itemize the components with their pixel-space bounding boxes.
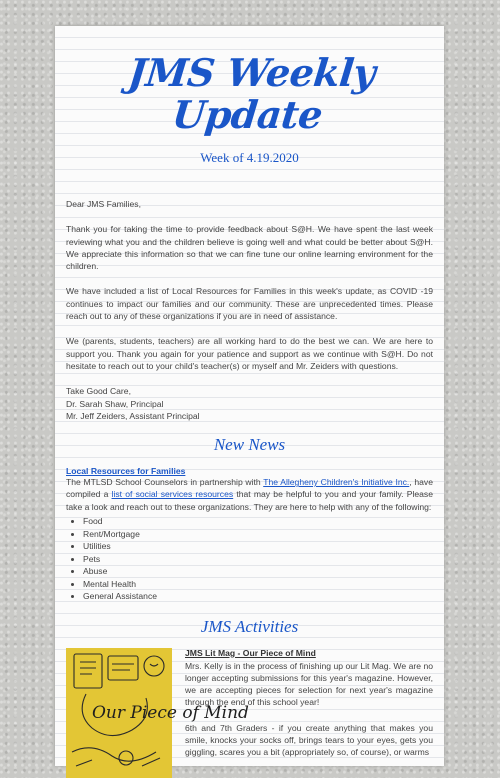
closing: Take Good Care,	[66, 386, 131, 397]
resources-text-c: that may be helpful to you and your family. Please take a look and reach out to these organizations. They are here to help with any of the following:	[66, 489, 433, 512]
resources-text-b: , have compiled a	[66, 477, 433, 500]
new-news-heading: New News	[213, 435, 286, 455]
activities-heading: JMS Activities	[200, 616, 299, 636]
newsletter-title: JMS Weekly Update	[126, 50, 378, 137]
lit-mag-title: JMS Lit Mag - Our Piece of Mind	[185, 647, 316, 658]
resources-paragraph	[66, 476, 433, 513]
letter-paragraph-2: We have included a list of Local Resources for Families in this week's update, as COVID -19 continues to impact our families and our community. These are unprecedented times. Please reach out to any of these organizations if you are in need of assistance.	[66, 286, 433, 322]
assistance-list	[66, 515, 433, 603]
resources-link[interactable]: Local Resources for Families	[66, 466, 186, 477]
letter-paragraph-3: We (parents, students, teachers) are all working hard to do the best we can. We are here to support you. Thank you again for your patience and support as we continue with S@H. Do not hesitate to reach out to your child's teacher(s) or myself and Mr. Zeiders with questions.	[66, 336, 433, 371]
list-item: • General Assistance	[83, 590, 433, 603]
list-item: • Food	[83, 515, 433, 528]
list-item: • Utilities	[83, 540, 433, 553]
greeting: Dear JMS Families,	[66, 199, 141, 209]
signature-assistant: Mr. Jeff Zeiders, Assistant Principal	[66, 410, 200, 421]
cover-text-our: Our Piece of Mind	[92, 702, 249, 723]
week-date: Week of 4.19.2020	[200, 150, 299, 165]
resources-list-link[interactable]: list of social services resources	[111, 489, 234, 500]
lit-mag-cover-image	[66, 648, 249, 778]
letter-paragraph-1: Thank you for taking the time to provide feedback about S@H. We have spent the last week reviewing what you and the children believe is going well and what could be better about S@H. We appreciate this information so that we can fine tune our online learning environment for the children.	[66, 224, 433, 272]
lit-mag-paragraph-1: Mrs. Kelly is in the process of finishing up our Lit Mag. We are no longer accepting submissions for this year's magazine. However, we are accepting pieces for selection for next year's magazine through the end of this school year!	[185, 660, 433, 708]
activities-row	[66, 648, 433, 778]
list-item: • Pets	[83, 553, 433, 566]
resources-text-a: The MTLSD School Counselors in partnership with	[66, 477, 264, 488]
lit-mag-paragraph-2: 6th and 7th Graders - if you create anything that makes you smile, knocks your socks off, brings tears to your eyes, gets you giggling, scares you a bit (appropriately so, of course), or warms	[185, 722, 433, 758]
list-item: • Rent/Mortgage	[83, 528, 433, 541]
allegheny-link[interactable]: The Allegheny Children's Initiative Inc.	[263, 477, 410, 488]
newsletter-card	[55, 26, 444, 766]
list-item: • Abuse	[83, 565, 433, 578]
lit-mag-cover-art	[66, 648, 249, 778]
list-item: • Mental Health	[83, 578, 433, 591]
signature-principal: Dr. Sarah Shaw, Principal	[66, 398, 164, 409]
signature-block	[66, 385, 433, 422]
